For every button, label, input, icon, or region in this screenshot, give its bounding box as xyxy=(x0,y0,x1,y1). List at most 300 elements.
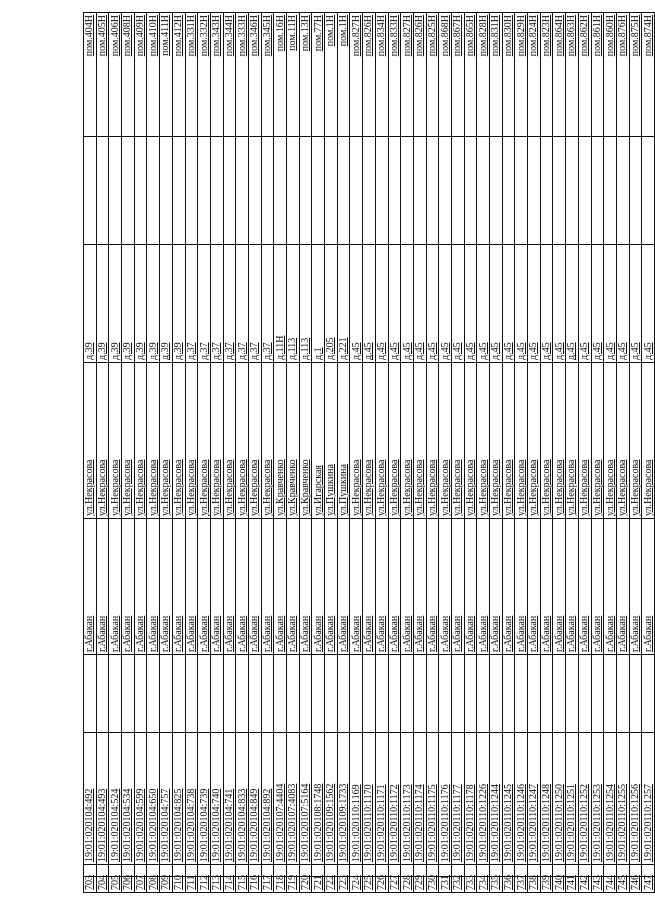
cadastral-number: 19:01:020104:739 xyxy=(198,733,211,865)
cadastral-number: 19:01:020110:1177 xyxy=(451,733,464,865)
empty-cell xyxy=(528,137,541,245)
city-cell: г.Абакан xyxy=(109,519,122,655)
empty-cell xyxy=(388,655,401,733)
table-row xyxy=(616,13,629,893)
street-cell: ул.Некрасова xyxy=(363,363,376,519)
empty-cell xyxy=(109,655,122,733)
empty-cell xyxy=(287,655,300,733)
house-cell: д.39 xyxy=(122,245,135,363)
house-cell: д.45 xyxy=(616,245,629,363)
house-cell: д.11Н xyxy=(274,245,287,363)
row-number: 734 xyxy=(477,877,490,893)
city-cell: г.Абакан xyxy=(401,519,414,655)
city-cell: г.Абакан xyxy=(591,519,604,655)
street-cell: ул.Некрасова xyxy=(160,363,173,519)
row-number: 720 xyxy=(299,877,312,893)
empty-cell xyxy=(172,137,185,245)
street-cell: ул.Некрасова xyxy=(502,363,515,519)
empty-cell xyxy=(363,655,376,733)
empty-cell xyxy=(84,655,97,733)
premises-cell: пом.827Н xyxy=(401,13,414,137)
row-number: 714 xyxy=(223,877,236,893)
premises-cell: пом.404Н xyxy=(84,13,97,137)
street-cell: ул.Некрасова xyxy=(604,363,617,519)
city-cell: г.Абакан xyxy=(502,519,515,655)
house-cell: д.221 xyxy=(337,245,350,363)
house-cell: д.45 xyxy=(477,245,490,363)
empty-cell xyxy=(540,137,553,245)
street-cell: ул.Некрасова xyxy=(464,363,477,519)
empty-cell xyxy=(413,655,426,733)
empty-cell xyxy=(147,137,160,245)
empty-cell xyxy=(299,137,312,245)
city-cell: г.Абакан xyxy=(122,519,135,655)
empty-cell xyxy=(325,137,338,245)
house-cell: д.45 xyxy=(604,245,617,363)
street-cell: ул.Некрасова xyxy=(578,363,591,519)
cadastral-number: 19:01:020110:1251 xyxy=(566,733,579,865)
premises-cell: пом.831Н xyxy=(490,13,503,137)
empty-cell xyxy=(248,655,261,733)
city-cell: г.Абакан xyxy=(223,519,236,655)
row-number: 745 xyxy=(616,877,629,893)
empty-cell xyxy=(122,655,135,733)
empty-cell xyxy=(198,137,211,245)
house-cell: д.45 xyxy=(375,245,388,363)
house-cell: д.45 xyxy=(363,245,376,363)
house-cell: д.37 xyxy=(236,245,249,363)
city-cell: г.Абакан xyxy=(528,519,541,655)
street-cell: ул.Некрасова xyxy=(236,363,249,519)
table-row xyxy=(375,13,388,893)
row-number: 730 xyxy=(426,877,439,893)
street-cell: ул.Некрасова xyxy=(350,363,363,519)
row-number: 728 xyxy=(401,877,414,893)
cadastral-number: 19:01:020110:1171 xyxy=(375,733,388,865)
cadastral-number: 19:01:020104:892 xyxy=(261,733,274,865)
house-cell: д.45 xyxy=(642,245,655,363)
table-row xyxy=(413,13,426,893)
row-number: 716 xyxy=(248,877,261,893)
cadastral-number: 19:01:020110:1250 xyxy=(553,733,566,865)
premises-cell: пом.410Н xyxy=(147,13,160,137)
empty-cell xyxy=(274,655,287,733)
cadastral-number: 19:01:020110:1178 xyxy=(464,733,477,865)
empty-cell xyxy=(147,655,160,733)
cadastral-number: 19:01:020110:1247 xyxy=(528,733,541,865)
row-number: 705 xyxy=(109,877,122,893)
house-cell: д.45 xyxy=(515,245,528,363)
premises-cell: пом.876Н xyxy=(616,13,629,137)
empty-cell xyxy=(248,137,261,245)
house-cell: д.37 xyxy=(261,245,274,363)
city-cell: г.Абакан xyxy=(147,519,160,655)
premises-cell: пом.827Н xyxy=(350,13,363,137)
cadastral-number: 19:01:020110:1172 xyxy=(388,733,401,865)
street-cell: ул.Некрасова xyxy=(451,363,464,519)
row-number: 712 xyxy=(198,877,211,893)
empty-cell xyxy=(160,655,173,733)
premises-cell: пом.1Н xyxy=(325,13,338,137)
table-row xyxy=(312,13,325,893)
empty-cell xyxy=(109,137,122,245)
city-cell: г.Абакан xyxy=(578,519,591,655)
city-cell: г.Абакан xyxy=(337,519,350,655)
table-row xyxy=(122,13,135,893)
table-row xyxy=(439,13,452,893)
empty-cell xyxy=(566,137,579,245)
street-cell: ул.Некрасова xyxy=(198,363,211,519)
street-cell: ул.Некрасова xyxy=(413,363,426,519)
premises-cell: пом.345Н xyxy=(261,13,274,137)
empty-cell xyxy=(642,137,655,245)
empty-cell xyxy=(616,137,629,245)
table-row xyxy=(84,13,97,893)
city-cell: г.Абакан xyxy=(198,519,211,655)
empty-cell xyxy=(299,655,312,733)
premises-cell: пом.865Н xyxy=(464,13,477,137)
cadastral-number: 19:01:020110:1257 xyxy=(642,733,655,865)
premises-cell: пом.13Н xyxy=(299,13,312,137)
cadastral-number: 19:01:020104:738 xyxy=(185,733,198,865)
empty-cell xyxy=(502,655,515,733)
city-cell: г.Абакан xyxy=(274,519,287,655)
premises-cell: пом.826Н xyxy=(413,13,426,137)
row-number: 741 xyxy=(566,877,579,893)
empty-cell xyxy=(210,655,223,733)
table-row xyxy=(160,13,173,893)
empty-cell xyxy=(261,655,274,733)
house-cell: д.113 xyxy=(287,245,300,363)
table-row xyxy=(210,13,223,893)
table-row xyxy=(578,13,591,893)
empty-cell xyxy=(578,137,591,245)
premises-cell: пом.11Н xyxy=(287,13,300,137)
house-cell: д.45 xyxy=(350,245,363,363)
street-cell: ул.Некрасова xyxy=(515,363,528,519)
row-number: 736 xyxy=(502,877,515,893)
house-cell: д.39 xyxy=(109,245,122,363)
house-cell: д.45 xyxy=(528,245,541,363)
city-cell: г.Абакан xyxy=(566,519,579,655)
row-number: 717 xyxy=(261,877,274,893)
empty-cell xyxy=(84,137,97,245)
premises-cell: пом.412Н xyxy=(172,13,185,137)
cadastral-number: 19:01:020104:825 xyxy=(172,733,185,865)
house-cell: д.45 xyxy=(388,245,401,363)
street-cell: ул.Некрасова xyxy=(109,363,122,519)
premises-cell: пом.332Н xyxy=(198,13,211,137)
empty-cell xyxy=(591,137,604,245)
street-cell: ул.Некрасова xyxy=(375,363,388,519)
empty-cell xyxy=(426,137,439,245)
premises-cell: пом.408Н xyxy=(122,13,135,137)
empty-cell xyxy=(413,137,426,245)
empty-cell xyxy=(312,137,325,245)
cadastral-number: 19:01:020109:1733 xyxy=(337,733,350,865)
table-row xyxy=(401,13,414,893)
premises-cell: пом.874Н xyxy=(642,13,655,137)
empty-cell xyxy=(134,655,147,733)
street-cell: ул.Некрасова xyxy=(134,363,147,519)
premises-cell: пом.863Н xyxy=(566,13,579,137)
table-row xyxy=(388,13,401,893)
house-cell: д.45 xyxy=(629,245,642,363)
row-number: 735 xyxy=(490,877,503,893)
empty-cell xyxy=(375,655,388,733)
city-cell: г.Абакан xyxy=(388,519,401,655)
city-cell: г.Абакан xyxy=(642,519,655,655)
empty-cell xyxy=(490,655,503,733)
empty-cell xyxy=(261,137,274,245)
city-cell: г.Абакан xyxy=(96,519,109,655)
house-cell: д.37 xyxy=(210,245,223,363)
house-cell: д.39 xyxy=(84,245,97,363)
row-number: 706 xyxy=(122,877,135,893)
street-cell: ул.Некрасова xyxy=(540,363,553,519)
empty-cell xyxy=(350,137,363,245)
table-row xyxy=(528,13,541,893)
street-cell: ул.Пушкина xyxy=(325,363,338,519)
house-cell: д.39 xyxy=(134,245,147,363)
row-number: 724 xyxy=(350,877,363,893)
table-row xyxy=(172,13,185,893)
empty-cell xyxy=(236,655,249,733)
empty-cell xyxy=(401,655,414,733)
empty-cell xyxy=(604,137,617,245)
row-number: 746 xyxy=(629,877,642,893)
premises-cell: пом.868Н xyxy=(439,13,452,137)
street-cell: ул.Некрасова xyxy=(147,363,160,519)
row-number: 732 xyxy=(451,877,464,893)
empty-cell xyxy=(160,137,173,245)
empty-cell xyxy=(451,655,464,733)
street-cell: ул.Игарская xyxy=(312,363,325,519)
street-cell: ул.Некрасова xyxy=(96,363,109,519)
house-cell: д.37 xyxy=(198,245,211,363)
city-cell: г.Абакан xyxy=(134,519,147,655)
empty-cell xyxy=(451,137,464,245)
cadastral-number: 19:01:020104:740 xyxy=(210,733,223,865)
table-row xyxy=(350,13,363,893)
cadastral-number: 19:01:020110:1253 xyxy=(591,733,604,865)
cadastral-number: 19:01:020104:650 xyxy=(147,733,160,865)
empty-cell xyxy=(629,655,642,733)
table-row xyxy=(109,13,122,893)
house-cell: д.45 xyxy=(540,245,553,363)
premises-cell: пом.16Н xyxy=(274,13,287,137)
empty-cell xyxy=(515,655,528,733)
row-number: 747 xyxy=(642,877,655,893)
cadastral-number: 19:01:020110:1256 xyxy=(629,733,642,865)
premises-cell: пом.830Н xyxy=(502,13,515,137)
street-cell: ул.Некрасова xyxy=(439,363,452,519)
city-cell: г.Абакан xyxy=(426,519,439,655)
house-cell: д.45 xyxy=(578,245,591,363)
empty-cell xyxy=(312,655,325,733)
cadastral-number: 19:01:020110:1226 xyxy=(477,733,490,865)
empty-cell xyxy=(337,137,350,245)
empty-cell xyxy=(642,655,655,733)
cadastral-number: 19:01:020107:4083 xyxy=(287,733,300,865)
empty-cell xyxy=(375,137,388,245)
city-cell: г.Абакан xyxy=(616,519,629,655)
cadastral-number: 19:01:020110:1175 xyxy=(426,733,439,865)
row-number: 703 xyxy=(84,877,97,893)
empty-cell xyxy=(439,655,452,733)
table-row xyxy=(248,13,261,893)
empty-cell xyxy=(553,655,566,733)
house-cell: д.113 xyxy=(299,245,312,363)
table-row xyxy=(287,13,300,893)
table-row xyxy=(553,13,566,893)
street-cell: ул.Кравченко xyxy=(274,363,287,519)
cadastral-number: 19:01:020104:757 xyxy=(160,733,173,865)
premises-cell: пом.833Н xyxy=(388,13,401,137)
premises-cell: пом.343Н xyxy=(210,13,223,137)
premises-cell: пом.411Н xyxy=(160,13,173,137)
empty-cell xyxy=(591,655,604,733)
empty-cell xyxy=(122,137,135,245)
cadastral-number: 19:01:020110:1246 xyxy=(515,733,528,865)
city-cell: г.Абакан xyxy=(363,519,376,655)
street-cell: ул.Некрасова xyxy=(616,363,629,519)
row-number: 708 xyxy=(147,877,160,893)
cadastral-number: 19:01:020110:1252 xyxy=(578,733,591,865)
house-cell: д.45 xyxy=(502,245,515,363)
premises-cell: пом.828Н xyxy=(477,13,490,137)
street-cell: ул.Некрасова xyxy=(553,363,566,519)
table-row xyxy=(629,13,642,893)
table-row xyxy=(591,13,604,893)
premises-cell: пом.77Н xyxy=(312,13,325,137)
street-cell: ул.Некрасова xyxy=(223,363,236,519)
empty-cell xyxy=(477,655,490,733)
empty-cell xyxy=(96,655,109,733)
city-cell: г.Абакан xyxy=(248,519,261,655)
premises-cell: пом.861Н xyxy=(591,13,604,137)
house-cell: д.45 xyxy=(439,245,452,363)
house-cell: д.45 xyxy=(566,245,579,363)
city-cell: г.Абакан xyxy=(477,519,490,655)
table-row xyxy=(96,13,109,893)
empty-cell xyxy=(223,655,236,733)
table-row xyxy=(261,13,274,893)
city-cell: г.Абакан xyxy=(413,519,426,655)
table-row xyxy=(185,13,198,893)
house-cell: д.45 xyxy=(490,245,503,363)
table-row xyxy=(604,13,617,893)
street-cell: ул.Некрасова xyxy=(185,363,198,519)
row-number: 731 xyxy=(439,877,452,893)
empty-cell xyxy=(185,655,198,733)
row-number: 715 xyxy=(236,877,249,893)
street-cell: ул.Кравченко xyxy=(287,363,300,519)
empty-cell xyxy=(287,137,300,245)
city-cell: г.Абакан xyxy=(629,519,642,655)
cadastral-number: 19:01:020110:1169 xyxy=(350,733,363,865)
city-cell: г.Абакан xyxy=(210,519,223,655)
house-cell: д.45 xyxy=(553,245,566,363)
city-cell: г.Абакан xyxy=(375,519,388,655)
table-row xyxy=(147,13,160,893)
row-number: 723 xyxy=(337,877,350,893)
cadastral-number: 19:01:020110:1174 xyxy=(413,733,426,865)
house-cell: д.45 xyxy=(426,245,439,363)
cadastral-number: 19:01:020110:1176 xyxy=(439,733,452,865)
empty-cell xyxy=(96,137,109,245)
row-number: 739 xyxy=(540,877,553,893)
table-row xyxy=(363,13,376,893)
house-cell: д.45 xyxy=(451,245,464,363)
cadastral-number: 19:01:020110:1254 xyxy=(604,733,617,865)
cadastral-number: 19:01:020104:741 xyxy=(223,733,236,865)
table-row xyxy=(134,13,147,893)
empty-cell xyxy=(515,137,528,245)
table-row xyxy=(490,13,503,893)
street-cell: ул.Пушкина xyxy=(337,363,350,519)
street-cell: ул.Некрасова xyxy=(84,363,97,519)
house-cell: д.45 xyxy=(591,245,604,363)
table-row xyxy=(502,13,515,893)
empty-cell xyxy=(439,137,452,245)
cadastral-number: 19:01:020104:599 xyxy=(134,733,147,865)
street-cell: ул.Некрасова xyxy=(528,363,541,519)
street-cell: ул.Кравченко xyxy=(299,363,312,519)
table-row xyxy=(515,13,528,893)
house-cell: д.45 xyxy=(464,245,477,363)
empty-cell xyxy=(223,137,236,245)
cadastral-number: 19:01:020104:492 xyxy=(84,733,97,865)
table-row xyxy=(642,13,655,893)
row-number: 711 xyxy=(185,877,198,893)
empty-cell xyxy=(236,137,249,245)
row-number: 709 xyxy=(160,877,173,893)
street-cell: ул.Некрасова xyxy=(210,363,223,519)
premises-cell: пом.344Н xyxy=(223,13,236,137)
empty-cell xyxy=(464,137,477,245)
empty-cell xyxy=(629,137,642,245)
row-number: 713 xyxy=(210,877,223,893)
empty-cell xyxy=(578,655,591,733)
empty-cell xyxy=(274,137,287,245)
empty-cell xyxy=(185,137,198,245)
premises-cell: пом.333Н xyxy=(236,13,249,137)
empty-cell xyxy=(198,655,211,733)
cadastral-number: 19:01:020110:1244 xyxy=(490,733,503,865)
table-row xyxy=(540,13,553,893)
premises-cell: пом.405Н xyxy=(96,13,109,137)
city-cell: г.Абакан xyxy=(350,519,363,655)
row-number: 719 xyxy=(287,877,300,893)
street-cell: ул.Некрасова xyxy=(426,363,439,519)
empty-cell xyxy=(401,137,414,245)
row-number: 733 xyxy=(464,877,477,893)
table-row xyxy=(464,13,477,893)
empty-cell xyxy=(477,137,490,245)
row-number: 743 xyxy=(591,877,604,893)
empty-cell xyxy=(553,137,566,245)
table-row xyxy=(426,13,439,893)
street-cell: ул.Некрасова xyxy=(388,363,401,519)
row-number: 721 xyxy=(312,877,325,893)
premises-cell: пом.823Н xyxy=(540,13,553,137)
row-number: 742 xyxy=(578,877,591,893)
house-cell: д.39 xyxy=(147,245,160,363)
house-cell: д.39 xyxy=(96,245,109,363)
street-cell: ул.Некрасова xyxy=(122,363,135,519)
city-cell: г.Абакан xyxy=(490,519,503,655)
